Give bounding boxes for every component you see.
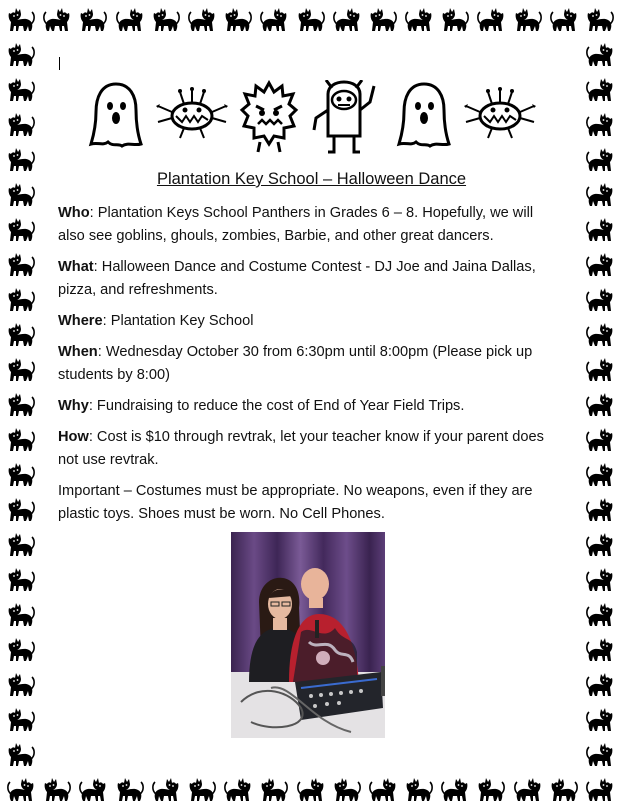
black-cat-icon xyxy=(6,319,36,349)
black-cat-icon xyxy=(585,564,615,594)
black-cat-icon xyxy=(440,774,470,804)
black-cat-icon xyxy=(585,389,615,419)
where-sep: : xyxy=(102,313,111,329)
black-cat-icon xyxy=(585,249,615,279)
flyer-body xyxy=(58,202,558,534)
black-cat-icon xyxy=(151,774,181,804)
black-cat-icon xyxy=(6,529,36,559)
how-text: Cost is $10 through revtrak, let your teacher know if your parent does not use revtrak. xyxy=(58,429,544,468)
black-cat-icon xyxy=(296,774,326,804)
horned-monster-icon xyxy=(310,80,382,154)
when-label: When xyxy=(58,344,98,360)
black-cat-icon xyxy=(549,774,579,804)
ghost-icon xyxy=(88,80,144,152)
black-cat-icon xyxy=(6,634,36,664)
black-cat-icon xyxy=(476,774,506,804)
black-cat-icon xyxy=(549,4,579,34)
black-cat-icon xyxy=(585,4,615,34)
black-cat-icon xyxy=(332,4,362,34)
black-cat-icon xyxy=(585,284,615,314)
black-cat-icon xyxy=(6,4,36,34)
black-cat-icon xyxy=(585,39,615,69)
black-cat-icon xyxy=(368,774,398,804)
black-cat-icon xyxy=(585,214,615,244)
black-cat-icon xyxy=(115,4,145,34)
what-text: Halloween Dance and Costume Contest - DJ Joe and Jaina Dallas, pizza, and refreshments. xyxy=(58,259,536,298)
black-cat-icon xyxy=(585,424,615,454)
black-cat-icon xyxy=(476,4,506,34)
black-cat-icon xyxy=(585,704,615,734)
black-cat-icon xyxy=(585,494,615,524)
black-cat-icon xyxy=(6,249,36,279)
black-cat-icon xyxy=(6,739,36,769)
black-cat-icon xyxy=(585,109,615,139)
black-cat-icon xyxy=(6,494,36,524)
black-cat-icon xyxy=(585,319,615,349)
bug-monster-icon xyxy=(154,86,230,142)
black-cat-icon xyxy=(585,459,615,489)
dj-photo xyxy=(231,532,385,738)
black-cat-icon xyxy=(585,354,615,384)
black-cat-icon xyxy=(6,389,36,419)
who-sep: : xyxy=(89,205,98,221)
what-paragraph xyxy=(58,256,558,302)
black-cat-icon xyxy=(6,704,36,734)
black-cat-icon xyxy=(6,74,36,104)
how-label: How xyxy=(58,429,89,445)
why-label: Why xyxy=(58,398,89,414)
where-paragraph xyxy=(58,310,558,333)
important-paragraph: Important – Costumes must be appropriate. No weapons, even if they are plastic toys. Shoes must be worn. No Cell Phones. xyxy=(58,483,533,522)
black-cat-icon xyxy=(6,459,36,489)
black-cat-icon xyxy=(440,4,470,34)
black-cat-icon xyxy=(585,774,615,804)
bug-monster-icon xyxy=(462,86,538,142)
when-paragraph xyxy=(58,341,558,387)
where-label: Where xyxy=(58,313,103,329)
spiky-monster-icon xyxy=(238,80,300,154)
black-cat-icon xyxy=(259,4,289,34)
black-cat-icon xyxy=(223,4,253,34)
black-cat-icon xyxy=(259,774,289,804)
why-text: Fundraising to reduce the cost of End of Year Field Trips. xyxy=(96,398,465,414)
how-paragraph xyxy=(58,426,558,472)
black-cat-icon xyxy=(187,774,217,804)
black-cat-icon xyxy=(6,599,36,629)
who-label: Who xyxy=(58,205,90,221)
black-cat-icon xyxy=(585,74,615,104)
black-cat-icon xyxy=(78,4,108,34)
where-text: Plantation Key School xyxy=(110,313,254,329)
black-cat-icon xyxy=(6,669,36,699)
black-cat-icon xyxy=(223,774,253,804)
black-cat-icon xyxy=(6,109,36,139)
black-cat-icon xyxy=(585,529,615,559)
black-cat-icon xyxy=(404,774,434,804)
black-cat-icon xyxy=(115,774,145,804)
black-cat-icon xyxy=(404,4,434,34)
black-cat-icon xyxy=(78,774,108,804)
black-cat-icon xyxy=(513,4,543,34)
who-text: Plantation Keys School Panthers in Grades 6 – 8. Hopefully, we will also see goblins, ghouls, zombies, Barbie, and other great dancers. xyxy=(58,205,534,244)
black-cat-icon xyxy=(296,4,326,34)
halloween-icon-row xyxy=(84,80,544,156)
flyer-title: Plantation Key School – Halloween Dance xyxy=(156,170,467,188)
what-label: What xyxy=(58,259,94,275)
why-paragraph xyxy=(58,395,558,418)
black-cat-icon xyxy=(513,774,543,804)
black-cat-icon xyxy=(6,39,36,69)
black-cat-icon xyxy=(585,739,615,769)
when-text: Wednesday October 30 from 6:30pm until 8:00pm (Please pick up students by 8:00) xyxy=(58,344,533,383)
black-cat-icon xyxy=(6,564,36,594)
why-sep: : xyxy=(88,398,97,414)
black-cat-icon xyxy=(585,669,615,699)
black-cat-icon xyxy=(585,634,615,664)
black-cat-icon xyxy=(42,4,72,34)
who-paragraph xyxy=(58,202,558,248)
black-cat-icon xyxy=(42,774,72,804)
black-cat-icon xyxy=(6,214,36,244)
black-cat-icon xyxy=(6,774,36,804)
black-cat-icon xyxy=(332,774,362,804)
when-sep: : xyxy=(97,344,106,360)
ghost-icon xyxy=(396,80,452,152)
black-cat-icon xyxy=(585,599,615,629)
how-sep: : xyxy=(88,429,97,445)
black-cat-icon xyxy=(6,284,36,314)
black-cat-icon xyxy=(6,354,36,384)
black-cat-icon xyxy=(368,4,398,34)
what-sep: : xyxy=(93,259,102,275)
text-cursor xyxy=(59,57,60,70)
black-cat-icon xyxy=(187,4,217,34)
black-cat-icon xyxy=(151,4,181,34)
black-cat-icon xyxy=(6,424,36,454)
